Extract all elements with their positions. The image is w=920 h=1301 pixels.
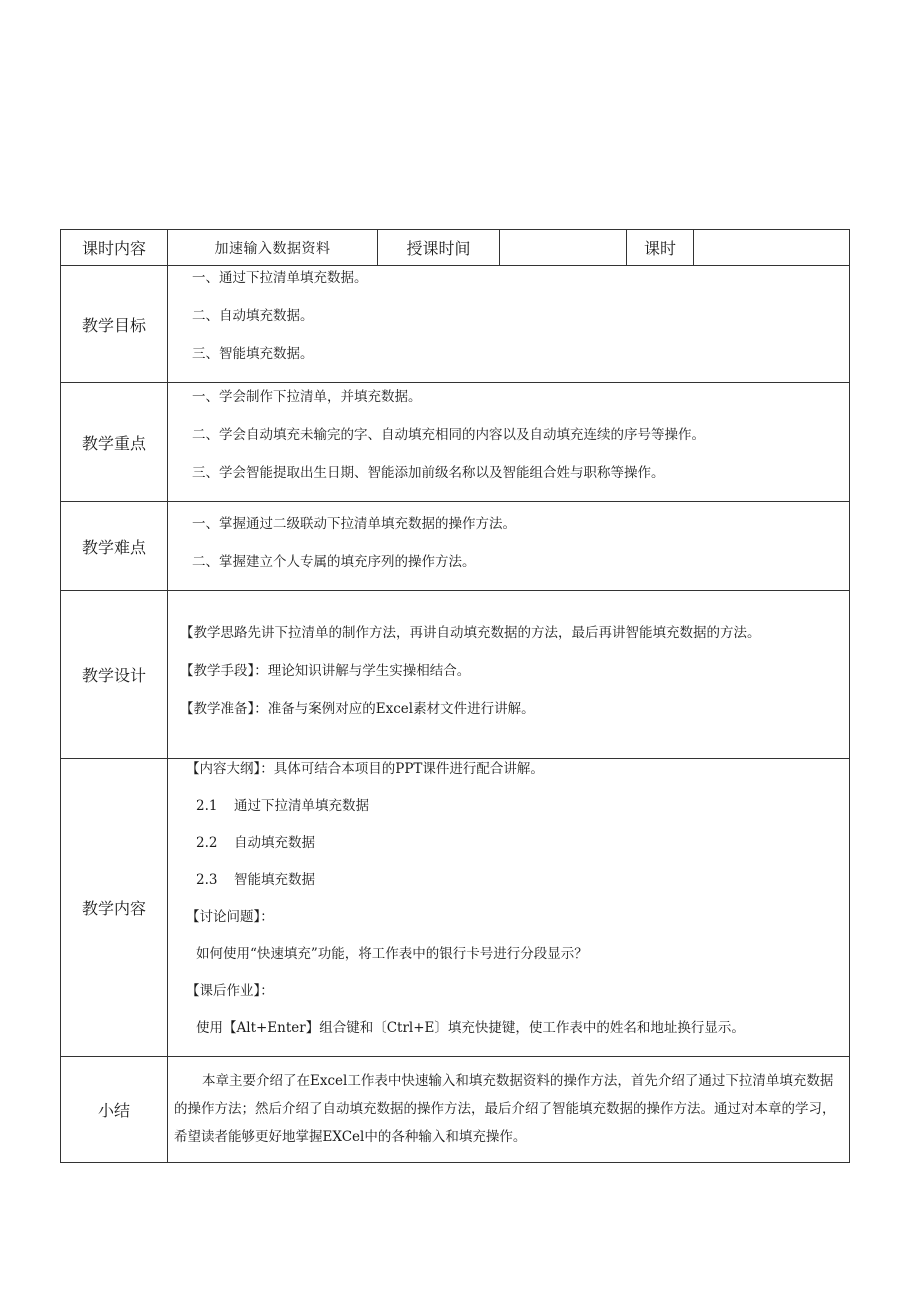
period-label: 课时内容	[61, 230, 168, 266]
design-label: 教学设计	[61, 591, 168, 759]
summary-text: 本章主要介绍了在Excel工作表中快速输入和填充数据资料的操作方法，首先介绍了通过下拉清单填充数据的操作方法；然后介绍了自动填充数据的操作方法，最后介绍了智能填充数据的操作方法。通过对本章的学习，希望读者能够更好地掌握EXCel中的各种输入和填充操作。	[174, 1073, 836, 1145]
content-outline: 【内容大纲】：具体可结合本项目的PPT课件进行配合讲解。	[186, 761, 544, 777]
difficulty-item: 二、掌握建立个人专属的填充序列的操作方法。	[192, 554, 476, 570]
section-number: 2.2	[196, 835, 218, 851]
time-value	[500, 230, 627, 266]
key-points-label: 教学重点	[61, 383, 168, 502]
key-point-item: 三、学会智能提取出生日期、智能添加前级名称以及智能组合姓与职称等操作。	[192, 465, 665, 481]
difficulties-label: 教学难点	[61, 502, 168, 591]
section-title: 自动填充数据	[234, 835, 315, 851]
goal-item: 一、通过下拉清单填充数据。	[192, 270, 368, 286]
key-point-item: 二、学会自动填充未输完的字、自动填充相同的内容以及自动填充连续的序号等操作。	[192, 427, 705, 443]
summary-row	[61, 1057, 850, 1163]
goals-row	[61, 266, 850, 383]
homework-label: 【课后作业】：	[186, 983, 274, 999]
goal-item: 二、自动填充数据。	[192, 308, 314, 324]
period-value: 加速输入数据资料	[168, 230, 378, 266]
content-row	[61, 759, 850, 1057]
goals-label: 教学目标	[61, 266, 168, 383]
lesson-plan-table	[60, 229, 849, 1163]
section-number: 2.3	[196, 872, 218, 888]
key-points-row	[61, 383, 850, 502]
homework-text: 使用【Alt+Enter】组合键和〔Ctrl+E〕填充快捷键，使工作表中的姓名和地址换行显示。	[196, 1020, 745, 1036]
design-item: 【教学准备】：准备与案例对应的Excel素材文件进行讲解。	[180, 701, 535, 717]
hours-value	[694, 230, 850, 266]
key-point-item: 一、学会制作下拉清单，并填充数据。	[192, 389, 422, 405]
content-section	[186, 833, 849, 870]
section-number: 2.1	[196, 798, 218, 814]
difficulties-row	[61, 502, 850, 591]
design-item: 【教学思路先讲下拉清单的制作方法，再讲自动填充数据的方法，最后再讲智能填充数据的方法。	[180, 625, 761, 641]
time-label: 授课时间	[378, 230, 500, 266]
section-title: 通过下拉清单填充数据	[234, 798, 369, 814]
design-item: 【教学手段】：理论知识讲解与学生实操相结合。	[180, 663, 471, 679]
content-label: 教学内容	[61, 759, 168, 1057]
discussion-text: 如何使用“快速填充”功能，将工作表中的银行卡号进行分段显示？	[196, 946, 588, 962]
section-title: 智能填充数据	[234, 872, 315, 888]
discussion-label: 【讨论问题】：	[186, 909, 274, 925]
content-section	[186, 796, 849, 833]
design-row	[61, 591, 850, 759]
hours-label: 课时	[627, 230, 694, 266]
content-section	[186, 870, 849, 907]
header-row	[61, 230, 850, 266]
difficulty-item: 一、掌握通过二级联动下拉清单填充数据的操作方法。	[192, 516, 516, 532]
goal-item: 三、智能填充数据。	[192, 346, 314, 362]
summary-label: 小结	[61, 1057, 168, 1163]
